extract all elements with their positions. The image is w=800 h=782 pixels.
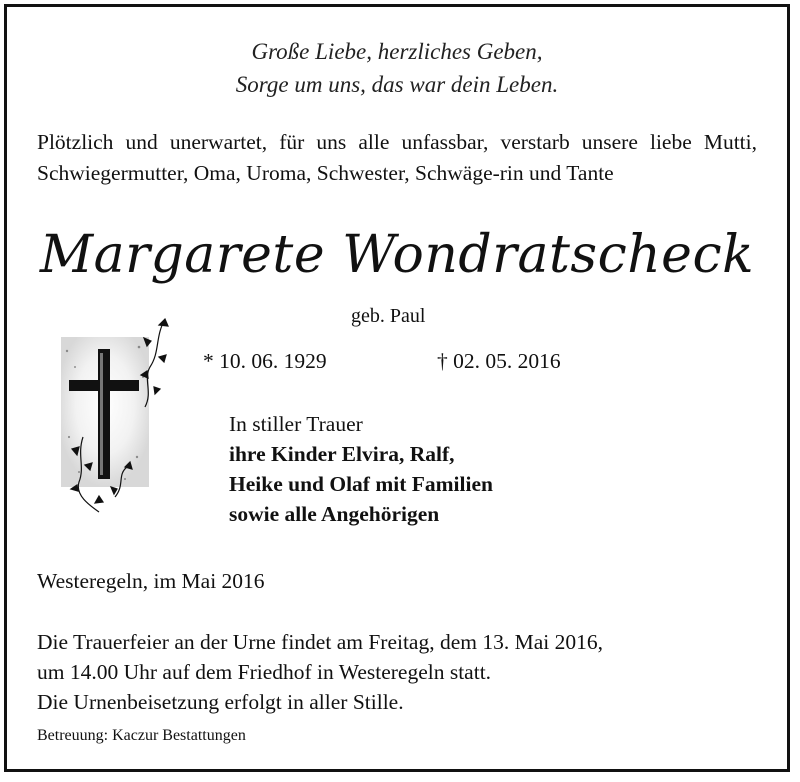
funeral-line-1: Die Trauerfeier an der Urne findet am Freitag, dem 13. Mai 2016, bbox=[37, 630, 604, 654]
cross-icon bbox=[55, 307, 180, 522]
funeral-line-2: um 14.00 Uhr auf dem Friedhof in Westeregeln statt. bbox=[37, 660, 492, 684]
obituary-notice bbox=[4, 4, 790, 772]
poem-line-2: Sorge um uns, das war dein Leben. bbox=[235, 72, 559, 97]
maiden-name: geb. Paul bbox=[351, 305, 426, 327]
mourners-line-3: sowie alle Angehörigen bbox=[229, 502, 440, 526]
poem bbox=[7, 35, 787, 101]
poem-line-1: Große Liebe, herzliches Geben, bbox=[251, 39, 543, 64]
funeral-line-3: Die Urnenbeisetzung erfolgt in aller Stille. bbox=[37, 690, 404, 714]
mourners bbox=[229, 409, 493, 529]
mourning-intro: In stiller Trauer bbox=[229, 412, 363, 436]
death-date: † 02. 05. 2016 bbox=[437, 349, 561, 373]
intro-text: Plötzlich und unerwartet, für uns alle unfassbar, verstarb unsere liebe Mutti, Schwiegermutter, Oma, Uroma, Schwester, Schwäge-rin und Tante bbox=[37, 130, 757, 185]
funeral-home: Betreuung: Kaczur Bestattungen bbox=[37, 727, 246, 744]
funeral-info bbox=[37, 627, 603, 717]
deceased-name: Margarete Wondratscheck bbox=[39, 225, 755, 285]
place-date: Westeregeln, im Mai 2016 bbox=[37, 569, 265, 593]
mourners-line-2: Heike und Olaf mit Familien bbox=[229, 472, 493, 496]
birth-date: * 10. 06. 1929 bbox=[203, 349, 327, 373]
mourners-line-1: ihre Kinder Elvira, Ralf, bbox=[229, 442, 455, 466]
